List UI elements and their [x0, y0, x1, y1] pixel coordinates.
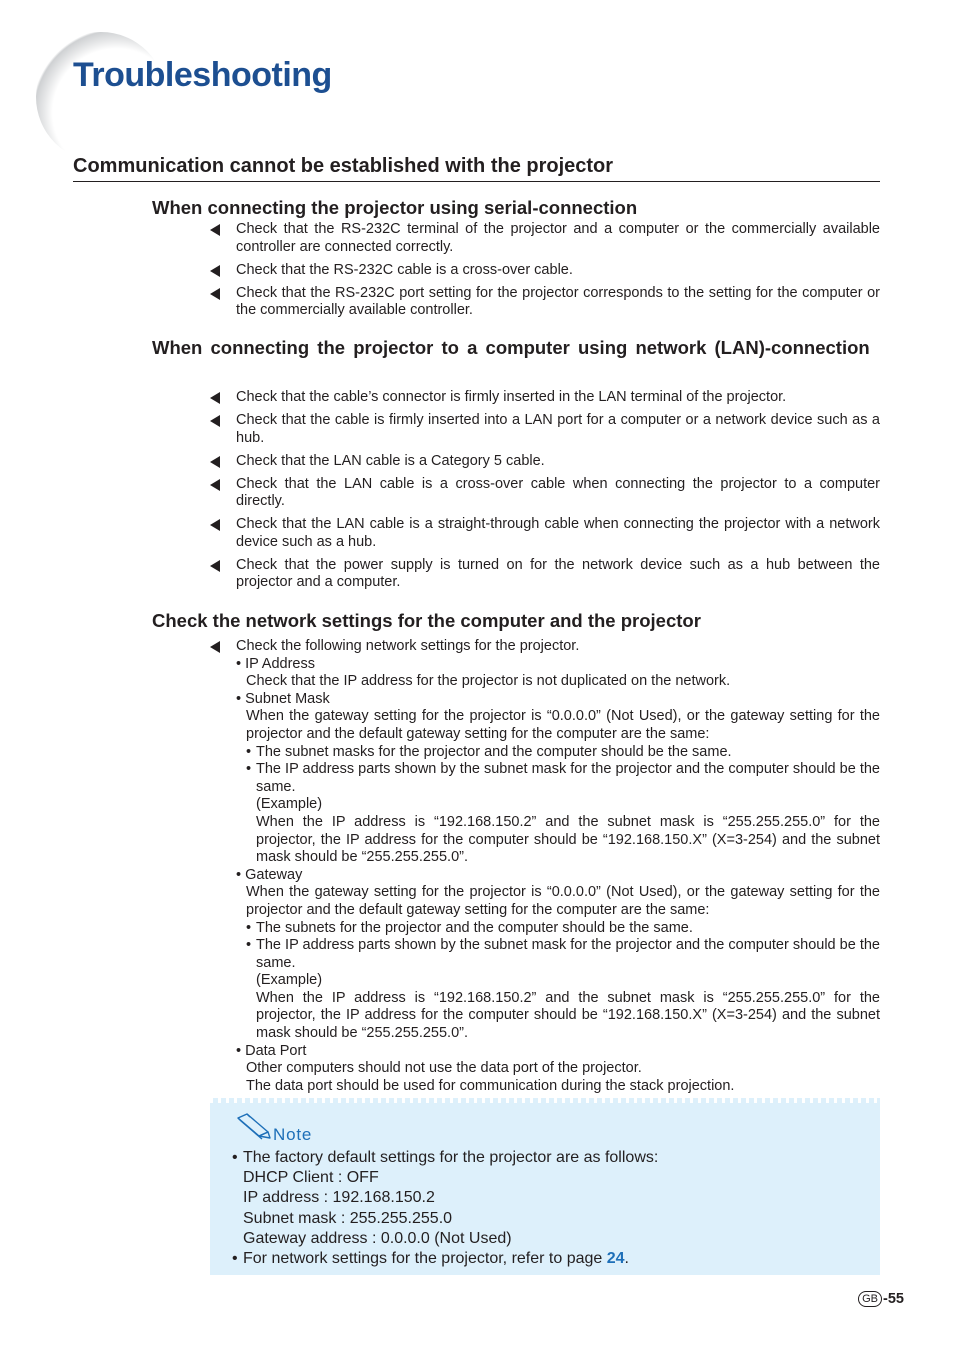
data-port-text: Other computers should not use the data port of the projector. — [246, 1060, 642, 1077]
list-item: Check that the LAN cable is a cross-over cable when connecting the projector to a computer directly. — [210, 476, 880, 511]
lan-heading: When connecting the projector to a computer using network (LAN)-connection — [152, 337, 870, 358]
gateway-setting: Gateway address : 0.0.0.0 (Not Used) — [243, 1229, 512, 1247]
list-item: Check that the LAN cable is a straight-through cable when connecting the projector with a network device such as a hub. — [210, 516, 880, 551]
pencil-icon — [235, 1112, 271, 1145]
list-item: • The subnet masks for the projector and the computer should be the same. — [246, 743, 732, 760]
list-item: Check that the RS-232C port setting for the projector corresponds to the setting for the computer or the commercially available controller. — [210, 285, 880, 320]
triangle-bullet-icon — [210, 479, 220, 491]
page-number: GB -55 — [858, 1291, 904, 1307]
triangle-bullet-icon — [210, 519, 220, 531]
serial-heading: When connecting the projector using serial-connection — [152, 197, 638, 218]
subnet-mask-text: When the gateway setting for the projector is “0.0.0.0” (Not Used), or the gateway setting for the projector and the default gateway setting for the computer are the same: — [246, 708, 880, 742]
example-text: When the IP address is “192.168.150.2” and the subnet mask is “255.255.255.0” for the projector, the IP address for the computer should be “192.168.150.X” (X=3-254) and the subnet mask should be “255.255.255.0”. — [256, 989, 880, 1042]
serial-list — [210, 221, 880, 325]
gb-badge: GB — [858, 1291, 882, 1307]
triangle-bullet-icon — [210, 560, 220, 572]
list-item: Check that the power supply is turned on for the network device such as a hub between the projector and a computer. — [210, 557, 880, 592]
data-port-label: • Data Port — [236, 1042, 307, 1059]
dhcp-setting: DHCP Client : OFF — [243, 1169, 379, 1187]
ip-address-text: Check that the IP address for the projector is not duplicated on the network. — [246, 673, 731, 690]
list-item: • The subnets for the projector and the computer should be the same. — [246, 919, 693, 936]
list-item: Check that the RS-232C cable is a cross-over cable. — [210, 262, 880, 280]
page-reference-link[interactable]: 24 — [606, 1250, 625, 1268]
title-decoration — [36, 32, 166, 162]
list-item: Check the following network settings for the projector. — [210, 638, 880, 656]
list-item: • The IP address parts shown by the subnet mask for the projector and the computer should be the same. — [246, 937, 880, 971]
section-heading: Communication cannot be established with the projector — [73, 155, 880, 182]
gateway-text: When the gateway setting for the projector is “0.0.0.0” (Not Used), or the gateway setting for the projector and the default gateway setting for the computer are the same: — [246, 884, 880, 918]
triangle-bullet-icon — [210, 224, 220, 236]
note-label: Note — [273, 1125, 313, 1144]
ip-setting: IP address : 192.168.150.2 — [243, 1189, 435, 1207]
list-item: Check that the cable’s connector is firmly inserted in the LAN terminal of the projector. — [210, 389, 880, 407]
ip-address-label: • IP Address — [236, 655, 315, 672]
example-label: (Example) — [256, 972, 323, 989]
note-box — [210, 1098, 880, 1275]
lan-list — [210, 389, 880, 597]
network-settings-list — [210, 638, 880, 1095]
gateway-label: • Gateway — [236, 866, 303, 883]
list-item: Check that the cable is firmly inserted into a LAN port for a computer or a network device such as a hub. — [210, 412, 880, 447]
subnet-mask-label: • Subnet Mask — [236, 690, 330, 707]
data-port-text: The data port should be used for communication during the stack projection. — [246, 1077, 735, 1094]
triangle-bullet-icon — [210, 415, 220, 427]
triangle-bullet-icon — [210, 265, 220, 277]
example-label: (Example) — [256, 796, 323, 813]
triangle-bullet-icon — [210, 392, 220, 404]
triangle-bullet-icon — [210, 288, 220, 300]
list-item: • The IP address parts shown by the subnet mask for the projector and the computer should be the same. — [246, 761, 880, 795]
network-heading: Check the network settings for the computer and the projector — [152, 610, 701, 631]
list-item: • For network settings for the projector, refer to page 24. — [232, 1250, 629, 1268]
triangle-bullet-icon — [210, 456, 220, 468]
example-text: When the IP address is “192.168.150.2” and the subnet mask is “255.255.255.0” for the projector, the IP address for the computer should be “192.168.150.X” (X=3-254) and the subnet mask should be “255.255.255.0”. — [256, 813, 880, 866]
list-item: Check that the RS-232C terminal of the projector and a computer or the commercially available controller are connected correctly. — [210, 221, 880, 256]
note-border — [210, 1098, 880, 1103]
triangle-bullet-icon — [210, 641, 220, 653]
subnet-setting: Subnet mask : 255.255.255.0 — [243, 1209, 453, 1227]
list-item: Check that the LAN cable is a Category 5 cable. — [210, 453, 880, 471]
page-title: Troubleshooting — [73, 56, 332, 94]
list-item: • The factory default settings for the projector are as follows: — [232, 1149, 659, 1166]
